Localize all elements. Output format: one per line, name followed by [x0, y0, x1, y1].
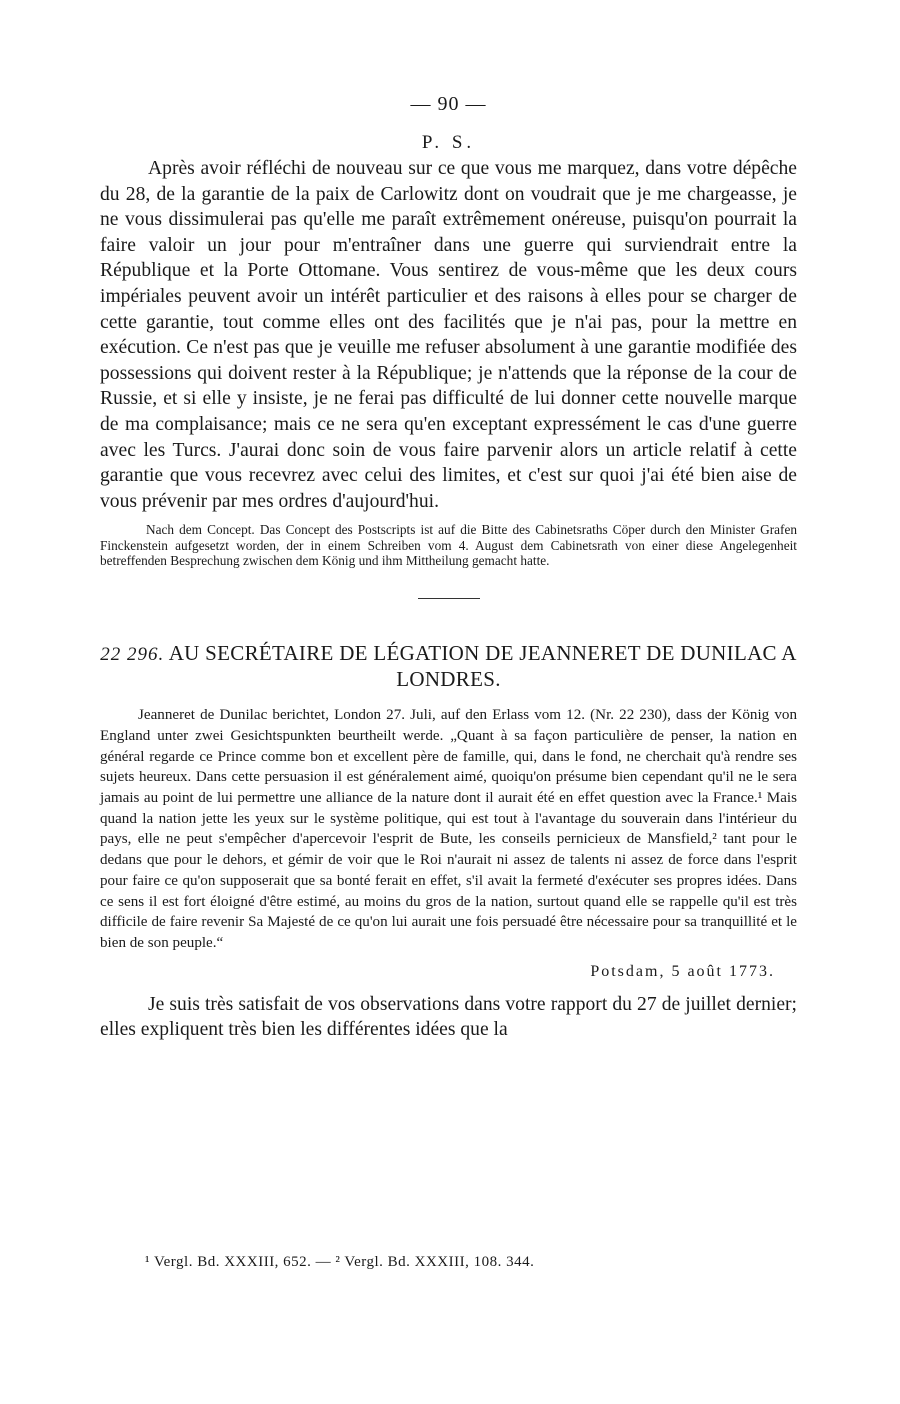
page — [100, 82, 797, 1043]
footnotes: ¹ Vergl. Bd. XXXIII, 652. — ² Vergl. Bd. XXXIII, 108. 344. — [145, 1254, 535, 1270]
document-heading — [100, 641, 797, 691]
postscript-text: Après avoir réfléchi de nouveau sur ce que vous me marquez, dans votre dépêche du 28, de la garantie de la paix de Carlowitz dont on voudrait que je me chargeasse, je ne vous dissimulerai pas qu'elle me paraît extrêmement onéreuse, puisqu'on pourrait la faire valoir un jour pour m'entraîner dans une guerre qui surviendrait entre la République et la Porte Ottomane. Vous sentirez de vous-même que les deux cours impériales peuvent avoir un intérêt particulier et des raisons à elles pour se charger de cette garantie, tout comme elles ont des facilités que je n'ai pas, pour la mettre en exécution. Ce n'est pas que je veuille me refuser absolument à une garantie modifiée des possessions qui doivent rester à la République; je n'attends que la réponse de la cour de Russie, et si elle y insiste, je ne ferai pas difficulté de lui donner cette nouvelle marque de ma complaisance; mais ce ne sera qu'en exceptant expressément le cas d'une guerre avec les Turcs. J'aurai donc soin de vous faire parvenir alors un article relatif à cette garantie que vous recevrez avec celui des limites, et c'est sur quoi j'ai été bien aise de vous prévenir par mes ordres d'aujourd'hui. — [100, 158, 797, 512]
section-divider — [418, 598, 480, 599]
document-title: AU SECRÉTAIRE DE LÉGATION DE JEANNERET DE DUNILAC A LONDRES. — [168, 641, 797, 692]
source-note-text: Nach dem Concept. Das Concept des Postscripts ist auf die Bitte des Cabinetsraths Cöper durch den Minister Grafen Finckenstein aufgesetzt worden, der in einem Schreiben vom 4. August dem Cabinetsrath von einer diese Angelegenheit betreffenden Besprechung zwischen dem König und ihm Mittheilung gemacht hatte. — [100, 522, 797, 568]
postscript-paragraph — [100, 156, 797, 514]
dateline: Potsdam, 5 août 1773. — [590, 962, 775, 980]
document-number: 22 296. — [100, 644, 165, 666]
letter-paragraph — [100, 992, 797, 1043]
postscript-heading: P. S. — [421, 132, 476, 153]
letter-text: Je suis très satisfait de vos observations dans votre rapport du 27 de juillet dernier; elles expliquent très bien les différentes idées que la — [100, 993, 797, 1041]
source-note — [100, 522, 797, 568]
summary-text: Jeanneret de Dunilac berichtet, London 27. Juli, auf den Erlass vom 12. (Nr. 22 230), dass der König von England unter zwei Gesichtspunkten beurtheilt werde. „Quant à sa façon particulière de penser, la nation en général regarde ce Prince comme bon et excellent père de famille, qui, dans le fond, ne cherchait qu'à rendre ses sujets heureux. Dans cette persuasion il est généralement aimé, quoiqu'on présume bien cependant qu'il ne le sera jamais au point de lui permettre une alliance de la nature dont il aurait été en effet question avec la France.¹ Mais quand la nation jette les yeux sur le système politique, qui est tout à l'avantage du souverain dans l'intérieur du pays, elle ne peut s'empêcher d'apercevoir l'esprit de Bute, les conseils pernicieux de Mansfield,² tant pour le dedans que pour le dehors, et gémir de voir que le Roi n'aurait ni assez de talents ni assez de force dans l'esprit pour faire ce qu'on supposerait que sa bonté ferait en effet, s'il avait la fermeté d'exécuter ses propres idées. Dans ce sens il est fort éloigné d'être estimé, au moins du gros de la nation, surtout quand elle se rappelle qu'il est très difficile de faire revenir Sa Majesté de ce qu'on lui aurait une fois persuadé être nécessaire pour sa tranquillité et le bien de son peuple.“ — [100, 707, 797, 951]
page-number: — 90 — — [410, 93, 487, 115]
document-summary — [100, 705, 797, 953]
